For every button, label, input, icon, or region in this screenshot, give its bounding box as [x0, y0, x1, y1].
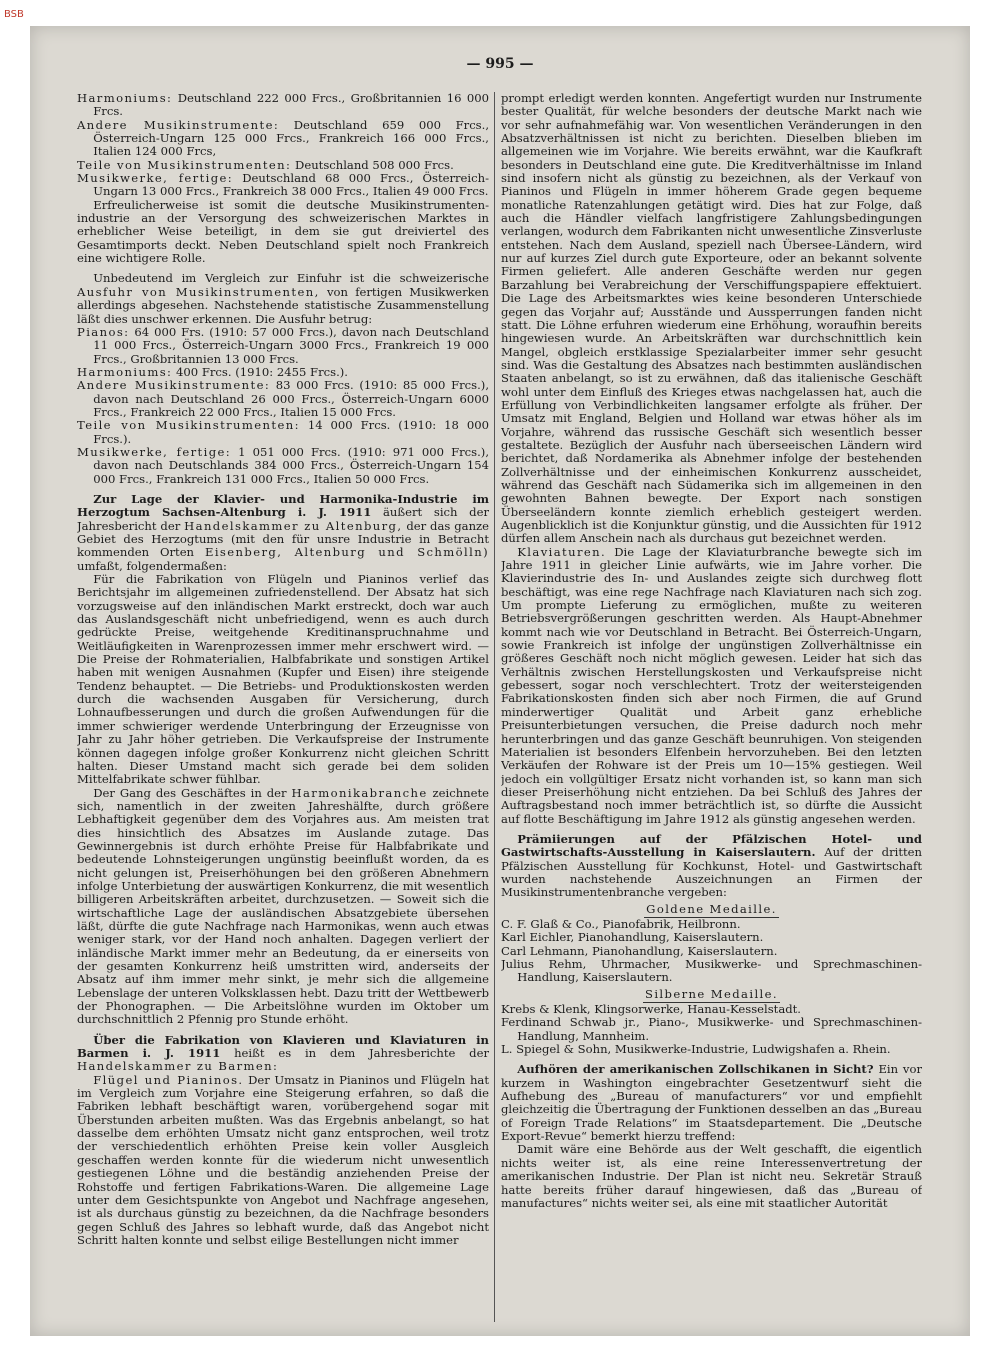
spaced-text: Flügel und Pianinos.	[93, 1072, 244, 1087]
article-heading: Über die Fabrikation von Klavieren und Klaviaturen in Barmen i. J. 1911	[77, 1032, 489, 1061]
item-text: 14 000 Frcs. (1910: 18 000 Frcs.).	[93, 418, 489, 446]
list-item: Julius Rehm, Uhrmacher, Musikwerke- und Sprechmaschinen-Handlung, Kaiserslautern.	[501, 957, 922, 985]
list-item	[77, 92, 489, 119]
page-number: — 995 —	[466, 56, 534, 72]
item-label: Andere Musikinstrumente:	[77, 117, 280, 132]
swiss-import-list	[77, 92, 489, 199]
article-praemierungen: Prämiierungen auf der Pfälzischen Hotel- und Gastwirtschafts-Ausstellung in Kaiserslautern. Auf der dritten Pfälzischen Ausstellung für Kochkunst, Hotel- und Gastwirtschaft wurden nachstehende Auszeichnungen an Firmen der Musikinstrumentenbranche vergeben:	[501, 831, 922, 900]
item-text: Deutschland 222 000 Frcs., Großbritannien 16 000 Frcs.	[93, 92, 489, 119]
right-column	[501, 92, 922, 1320]
list-item	[77, 366, 489, 379]
paragraph: Flügel und Pianinos. Der Umsatz in Pianinos und Flügeln hat im Vergleich zum Vorjahre eine Steigerung erfahren, so daß die Fabriken lebhaft beschäftigt waren, vorübergehend sogar mit Überstunden arbeiten mußten. Was das Ergebnis anbelangt, so hat dasselbe dem erhöhten Umsatz nicht ganz entsprochen, weil trotz der verschiedentlich erhöhten Preise kein voller Ausgleich geschaffen werden konnte für die wiederum nicht unwesentlich gestiegenen Löhne und die beständig anziehenden Preise der Rohstoffe und fertigen Fabrikations-Waren. Die allgemeine Lage unter dem Gesichtspunkte von Angebot und Nachfrage angesehen, ist als durchaus günstig zu bezeichnen, da die Nachfrage besonders gegen Schluß des Jahres so lebhaft wurde, daß das Angebot nicht Schritt halten konnte und selbst eilige Bestellungen nicht immer	[77, 1072, 489, 1247]
list-item: C. F. Glaß & Co., Pianofabrik, Heilbronn.	[501, 916, 741, 931]
silver-award-list	[501, 1003, 922, 1056]
spaced-text: Handelskammer zu Barmen:	[77, 1059, 279, 1074]
list-item: Ferdinand Schwab jr., Piano-, Musikwerke- und Sprechmaschinen-Handlung, Mannheim.	[501, 1015, 922, 1043]
item-text: 83 000 Frcs. (1910: 85 000 Frcs.), davon nach Deutschland 26 000 Frcs., Österreich-Ungarn 6000 Frcs., Frankreich 22 000 Frcs., Italien 15 000 Frcs.	[93, 378, 489, 419]
swiss-export-list	[77, 326, 489, 486]
paragraph: prompt erledigt werden konnten. Angefertigt wurden nur Instrumente bester Qualität, für welche besonders der deutsche Markt nach wie vor sehr aufnahmefähig war. Von wesentlichen Veränderungen in den Absatzverhältnissen ist nicht zu berichten. Dieselben blieben im allgemeinen wie im Vorjahre. Wie bereits erwähnt, war die Kaufkraft besonders in Deutschland eine gute. Die Kreditverhältnisse im Inland sind insofern nicht als günstig zu bezeichnen, als der Verkauf von Pianinos und Flügeln in immer höherem Grade gegen bequeme monatliche Ratenzahlungen getätigt wird. Dies hat zur Folge, daß auch die Händler vielfach langfristigere Zahlungsbedingungen verlangen, wodurch dem Fabrikanten nicht unwesentliche Zinsverluste entstehen. Nach dem Ausland, speziell nach Übersee-Ländern, wird nur auf kurzes Ziel durch gute Exporteure, oder an bekannt solvente Firmen geliefert. Alle anderen Geschäfte werden nur gegen Barzahlung bei Verabreichung der Verschiffungspapiere effektuiert. Die Lage des Arbeitsmarktes wies keine besonderen Unterschiede gegen das Vorjahr auf; Ausstände und Aussperrungen fanden nicht statt. Die Löhne erfuhren wiederum eine Erhöhung, woraufhin bereits hingewiesen wurde. An Arbeitskräften war durchschnittlich kein Mangel, obgleich erstklassige Spezialarbeiter immer sehr gesucht sind. Was die Gestaltung des Absatzes nach bestimmten ausländischen Staaten anbelangt, so ist zu erwähnen, daß das italienische Geschäft wohl unter dem Einfluß des Krieges etwas nachgelassen hat, auch die Erfüllung von Verbindlichkeiten langsamer erfolgte als früher. Der Umsatz mit England, Belgien und Holland war etwas höher als im Vorjahre, während das russische Geschäft sich wesentlich besser gestaltete. Bezüglich der Ausfuhr nach überseeischen Ländern wird berichtet, daß Nordamerika als Abnehmer infolge der bestehenden Zollverhältnisse und der einheimischen Konkurrenz ausscheidet, während das Geschäft nach Südamerika sich im allgemeinen in den gewohnten Bahnen bewegte. Der Export nach sonstigen Überseeländern konnte ziemlich erheblich gesteigert werden. Augenblicklich ist die Konjunktur günstig, und die Aussichten für 1912 dürfen allem Anschein nach als durchaus gut bezeichnet werden.	[501, 92, 922, 546]
list-item: Carl Lehmann, Pianohandlung, Kaiserslautern.	[501, 943, 778, 958]
article-barmen: Über die Fabrikation von Klavieren und Klaviaturen in Barmen i. J. 1911 heißt es in dem Jahresberichte der Handelskammer zu Barmen:	[77, 1032, 489, 1074]
spaced-text: Harmonikabranche	[291, 785, 428, 800]
paragraph: Unbedeutend im Vergleich zur Einfuhr ist die schweizerische Ausfuhr von Musikinstrumenten, von fertigen Musikwerken allerdings abgesehen. Nachstehende statistische Zusammenstellung läßt dies unschwer erkennen. Die Ausfuhr betrug:	[77, 271, 489, 326]
list-item: Karl Eichler, Pianohandlung, Kaiserslautern.	[501, 930, 764, 945]
item-label: Andere Musikinstrumente:	[77, 378, 271, 393]
library-watermark: BSB	[4, 9, 24, 20]
spaced-text: Klaviaturen.	[517, 544, 607, 559]
item-text: Deutschland 508 000 Frcs.	[295, 157, 454, 172]
article-altenburg: Zur Lage der Klavier- und Harmonika-Industrie im Herzogtum Sachsen-Altenburg i. J. 1911 äußert sich der Jahresbericht der Handelskammer zu Altenburg, der das ganze Gebiet des Herzogtums (mit den für unsre Industrie in Betracht kommenden Orten Eisenberg, Altenburg und Schmölln) umfaßt, folgendermaßen:	[77, 491, 489, 573]
article-zollschikanen: Aufhören der amerikanischen Zollschikanen in Sicht? Ein vor kurzem in Washington eingebrachter Gesetzentwurf sieht die Aufhebung des „Bureau of manufacturers“ vor und empfiehlt gleichzeitig die Übertragung der Funktionen desselben an das „Bureau of Foreign Trade Relations“ im Staatsdepartement. Die „Deutsche Export-Revue“ bemerkt hierzu treffend:	[501, 1062, 922, 1144]
item-text: Deutschland 68 000 Frcs., Österreich-Ungarn 13 000 Frcs., Frankreich 38 000 Frcs., Italien 49 000 Frcs.	[93, 171, 489, 199]
paragraph: Der Gang des Geschäftes in der Harmonikabranche zeichnete sich, namentlich in der zweiten Jahreshälfte, durch größere Lebhaftigkeit gegenüber dem des Vorjahres aus. Am meisten trat dies hinsichtlich des Absatzes im Auslande zutage. Das Gewinnergebnis ist durch erhöhte Preise für Halbfabrikate und bedeutende Lohnsteigerungen ungünstig beeinflußt worden, da es nicht gelungen ist, Preiserhöhungen bei den größeren Abnehmern infolge Unterbietung der auswärtigen Konkurrenz, die mit wesentlich billigeren Arbeitskräften arbeitet, durchzusetzen. — Soweit sich die wirtschaftliche Lage der ausländischen Absatzgebiete übersehen läßt, dürfte die gute Nachfrage nach Harmonikas, wenn auch etwas weniger stark, vor der Hand noch anhalten. Dagegen verliert der inländische Markt immer mehr an Bedeutung, da er einerseits von der gesamten Konkurrenz heiß umstritten wird, anderseits der Absatz auf ihm immer mehr sinkt, je mehr sich die allgemeine Lebenslage der unteren Volksklassen hebt. Dazu tritt der Wettbewerb der Phonographen. — Die Arbeitslöhne wurden im Oktober um durchschnittlich 2 Pfennig pro Stunde erhöht.	[77, 785, 489, 1027]
item-label: Harmoniums:	[77, 92, 173, 105]
paragraph: Für die Fabrikation von Flügeln und Pianinos verlief das Berichtsjahr im allgemeinen zufriedenstellend. Der Absatz hat sich vorzugsweise auf den inländischen Markt erstreckt, doch war auch das Auslandsgeschäft nicht unbefriedigend, wenn es auch durch gedrückte Preise, weitgehende Kreditinanspruchnahme und Weitläufigkeiten in Warenprozessen immer mehr erschwert wird. — Die Preise der Rohmaterialien, Halbfabrikate und sonstigen Artikel haben mit wenigen Ausnahmen (Kupfer und Eisen) ihre steigende Tendenz behauptet. — Die Betriebs- und Produktionskosten werden durch die wachsenden Ausgaben für Versicherung, durch Lohnaufbesserungen und durch die großen Aufwendungen für die immer schwieriger werdende Unterbringung der Erzeugnisse von Jahr zu Jahr höher getrieben. Die Verkaufspreise der Instrumente können dagegen infolge großer Konkurrenz nicht gleichen Schritt halten. Dieser Umstand macht sich gerade bei dem soliden Mittelfabrikate schwer fühlbar.	[77, 572, 489, 787]
spaced-text: Ausfuhr von Musikinstrumenten,	[77, 284, 320, 299]
left-column	[77, 92, 489, 1320]
list-item	[77, 379, 489, 419]
gold-award-list	[501, 918, 922, 985]
item-label: Pianos:	[77, 324, 130, 339]
item-label: Musikwerke, fertige:	[77, 444, 232, 459]
item-label: Teile von Musikinstrumenten:	[77, 157, 292, 172]
item-label: Harmoniums:	[77, 364, 173, 379]
medal-heading-gold: Goldene Medaille.	[646, 901, 777, 916]
list-item	[77, 446, 489, 486]
article-heading: Prämiierungen auf der Pfälzischen Hotel- und Gastwirtschafts-Ausstellung in Kaiserslautern.	[501, 831, 922, 860]
item-text: 1 051 000 Frcs. (1910: 971 000 Frcs.), davon nach Deutschlands 384 000 Frcs., Österreich-Ungarn 154 000 Frcs., Frankreich 131 000 Frcs., Italien 50 000 Frcs.	[93, 444, 489, 486]
list-item	[77, 326, 489, 366]
scanned-page	[30, 26, 970, 1336]
item-text: 64 000 Frs. (1910: 57 000 Frcs.), davon nach Deutschland 11 000 Frcs., Österreich-Ungarn 3000 Frcs., Frankreich 19 000 Frcs., Großbritannien 13 000 Frcs.	[93, 324, 489, 366]
medal-heading-silver: Silberne Medaille.	[645, 986, 778, 1001]
spaced-text: Handelskammer zu Altenburg,	[184, 518, 403, 533]
item-label: Teile von Musikinstrumenten:	[77, 418, 300, 433]
list-item	[77, 419, 489, 446]
list-item	[77, 119, 489, 159]
article-heading: Aufhören der amerikanischen Zollschikanen in Sicht?	[517, 1062, 874, 1077]
list-item: L. Spiegel & Sohn, Musikwerke-Industrie, Ludwigshafen a. Rhein.	[501, 1042, 891, 1057]
item-label: Musikwerke, fertige:	[77, 171, 234, 186]
list-item: Krebs & Klenk, Klingsorwerke, Hanau-Kesselstadt.	[501, 1002, 801, 1017]
list-item	[77, 159, 489, 172]
list-item	[77, 172, 489, 199]
item-text: Deutschland 659 000 Frcs., Österreich-Ungarn 125 000 Frcs., Frankreich 166 000 Frcs., Italien 124 000 Frcs,	[93, 117, 489, 159]
paragraph: Klaviaturen. Die Lage der Klaviaturbranche bewegte sich im Jahre 1911 in gleicher Linie aufwärts, wie im Jahre vorher. Die Klavierindustrie des In- und Auslandes zeigte sich durchweg flott beschäftigt, was eine rege Nachfrage nach Klaviaturen nach sich zog. Um prompte Lieferung zu ermöglichen, mußte zu weiteren Betriebsvergrößerungen geschritten werden. Als Haupt-Abnehmer kommt nach wie vor Deutschland in Betracht. Bei Österreich-Ungarn, sowie Frankreich ist infolge der ungünstigen Zollverhältnisse ein größeres Geschäft noch nicht möglich gewesen. Leider hat sich das Verhältnis zwischen Herstellungskosten und Verkaufspreise nicht gebessert, sogar noch verschlechtert. Trotz der weitersteigenden Fabrikationskosten finden sich aber noch Firmen, die auf Grund minderwertiger Qualität und Arbeit ganz erhebliche Preisunterbietungen versuchen, die Preise dadurch noch mehr herunterbringen und das ganze Geschäft beunruhigen. Von steigenden Materialien ist besonders Elfenbein hervorzuheben. Bei den letzten Verkäufen der Rohware ist der Preis um 10—15% gestiegen. Weil jedoch ein vollgültiger Ersatz nicht vorhanden ist, so kann man sich dieser Preiserhöhung nicht entziehen. Da bei Schluß des Jahres der Auftragsbestand noch immer beträchtlich ist, so dürfte die Aussicht auf flotte Beschäftigung im Jahre 1912 als günstig angesehen werden.	[501, 544, 922, 826]
article-heading: Zur Lage der Klavier- und Harmonika-Industrie im Herzogtum Sachsen-Altenburg i. J. 1911	[77, 491, 489, 520]
spaced-text: Eisenberg, Altenburg und Schmölln)	[204, 545, 489, 560]
paragraph: Erfreulicherweise ist somit die deutsche Musikinstrumenten-industrie an der Versorgung des schweizerischen Marktes in erheblicher Weise beteiligt, in dem sie gut dreiviertel des Gesamtimports deckt. Neben Deutschland spielt noch Frankreich eine wichtigere Rolle.	[77, 197, 489, 266]
paragraph: Damit wäre eine Behörde aus der Welt geschafft, die eigentlich nichts weiter ist, als eine reine Interessenvertretung der amerikanischen Industrie. Der Plan ist nicht neu. Sekretär Strauß hatte bereits früher darauf hingewiesen, daß das „Bureau of manufactures“ nichts weiter sei, als eine mit staatlicher Autorität	[501, 1142, 922, 1210]
item-text: 400 Frcs. (1910: 2455 Frcs.).	[176, 364, 348, 379]
column-divider	[494, 92, 495, 1322]
